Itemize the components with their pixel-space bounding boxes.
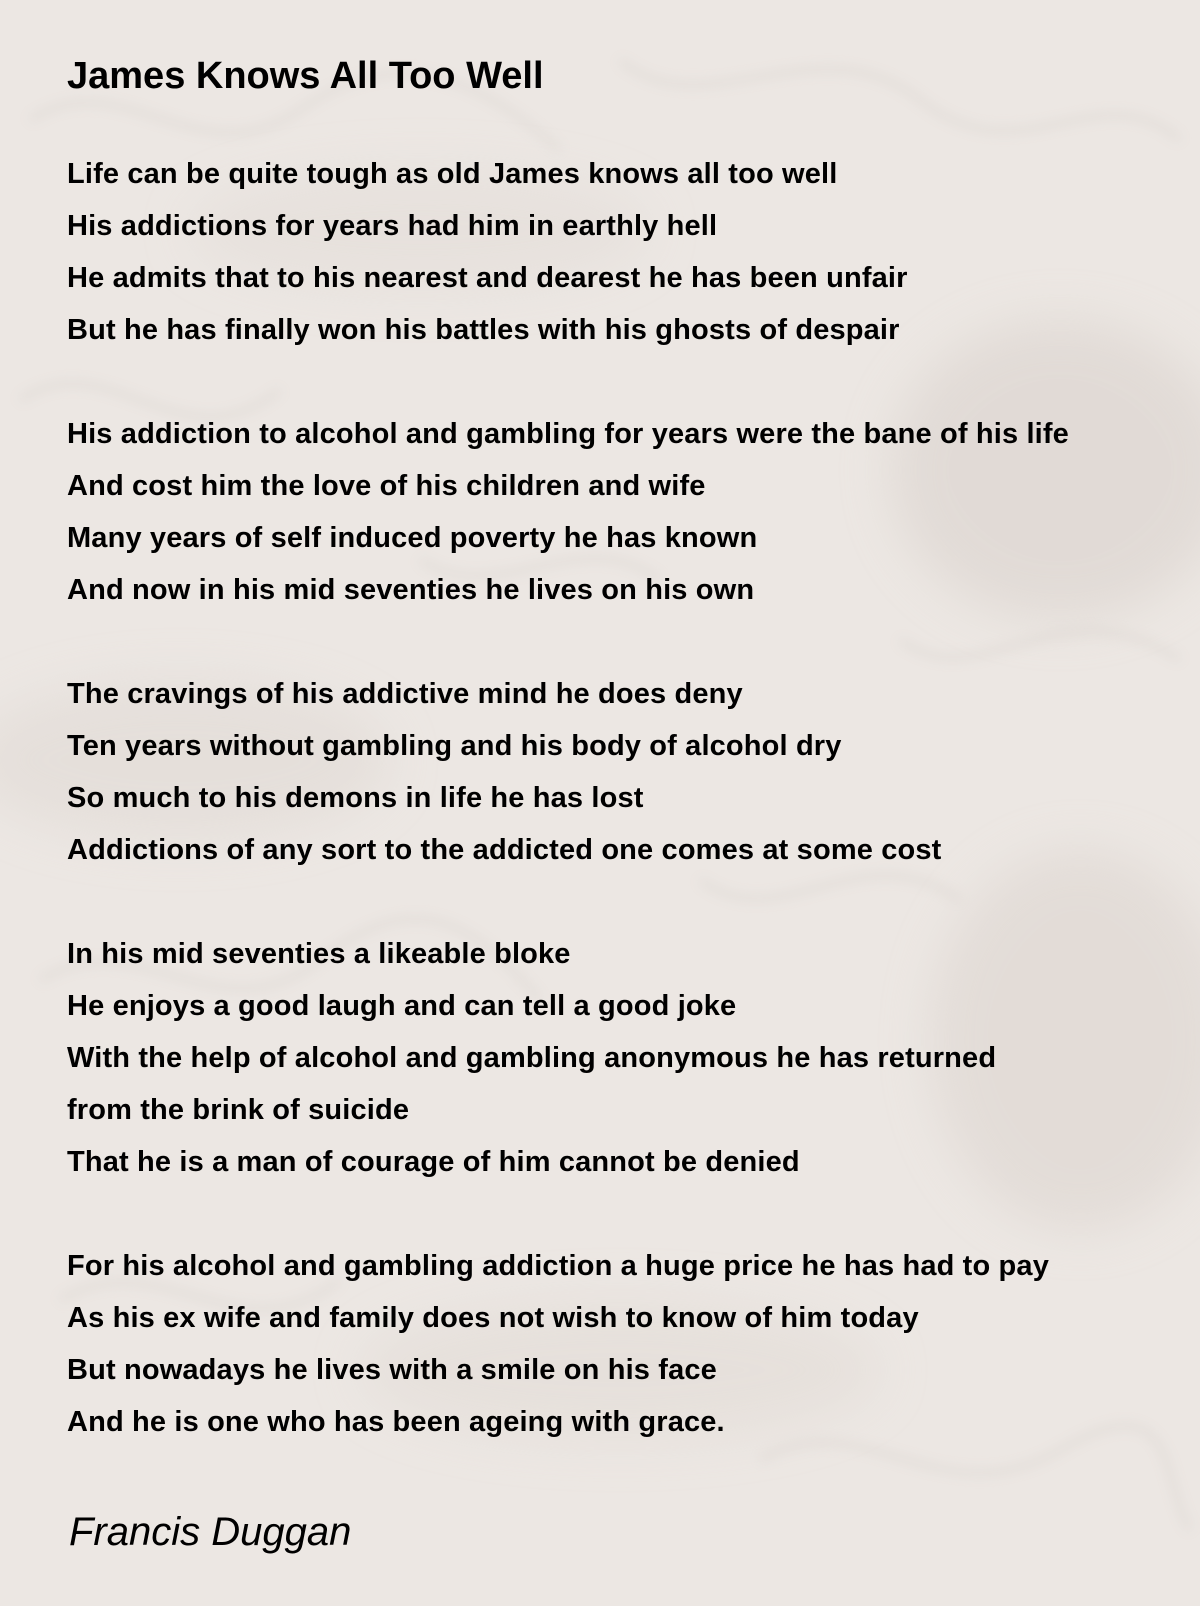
- poem-line: With the help of alcohol and gambling anonymous he has returned: [67, 1042, 997, 1074]
- poem-line: His addictions for years had him in earthly hell: [67, 210, 718, 242]
- poem-line: But he has finally won his battles with his ghosts of despair: [67, 314, 900, 346]
- poem-line: For his alcohol and gambling addiction a huge price he has had to pay: [67, 1250, 1049, 1282]
- poem-line: Many years of self induced poverty he has known: [67, 522, 758, 554]
- poem-line: And now in his mid seventies he lives on his own: [67, 574, 755, 606]
- poem-line: He admits that to his nearest and dearest he has been unfair: [67, 262, 908, 294]
- poem-line: Addictions of any sort to the addicted one comes at some cost: [67, 834, 942, 866]
- poem-line: But nowadays he lives with a smile on his face: [67, 1354, 717, 1386]
- poem-line: As his ex wife and family does not wish to know of him today: [67, 1302, 919, 1334]
- poem-line: In his mid seventies a likeable bloke: [67, 938, 571, 970]
- poem-line: And cost him the love of his children and wife: [67, 470, 706, 502]
- poem-line: He enjoys a good laugh and can tell a good joke: [67, 990, 737, 1022]
- poem-line: The cravings of his addictive mind he does deny: [67, 678, 743, 710]
- poem-line: His addiction to alcohol and gambling for years were the bane of his life: [67, 418, 1069, 450]
- poem-line: That he is a man of courage of him cannot be denied: [67, 1146, 800, 1178]
- poem-line: Ten years without gambling and his body of alcohol dry: [67, 730, 842, 762]
- poem-line: And he is one who has been ageing with grace.: [67, 1406, 725, 1438]
- poem-line: Life can be quite tough as old James knows all too well: [67, 158, 838, 190]
- poem-line: from the brink of suicide: [67, 1094, 410, 1126]
- poem-title: James Knows All Too Well: [67, 55, 544, 97]
- poem-author: Francis Duggan: [69, 1510, 352, 1554]
- poem-line: So much to his demons in life he has lost: [67, 782, 644, 814]
